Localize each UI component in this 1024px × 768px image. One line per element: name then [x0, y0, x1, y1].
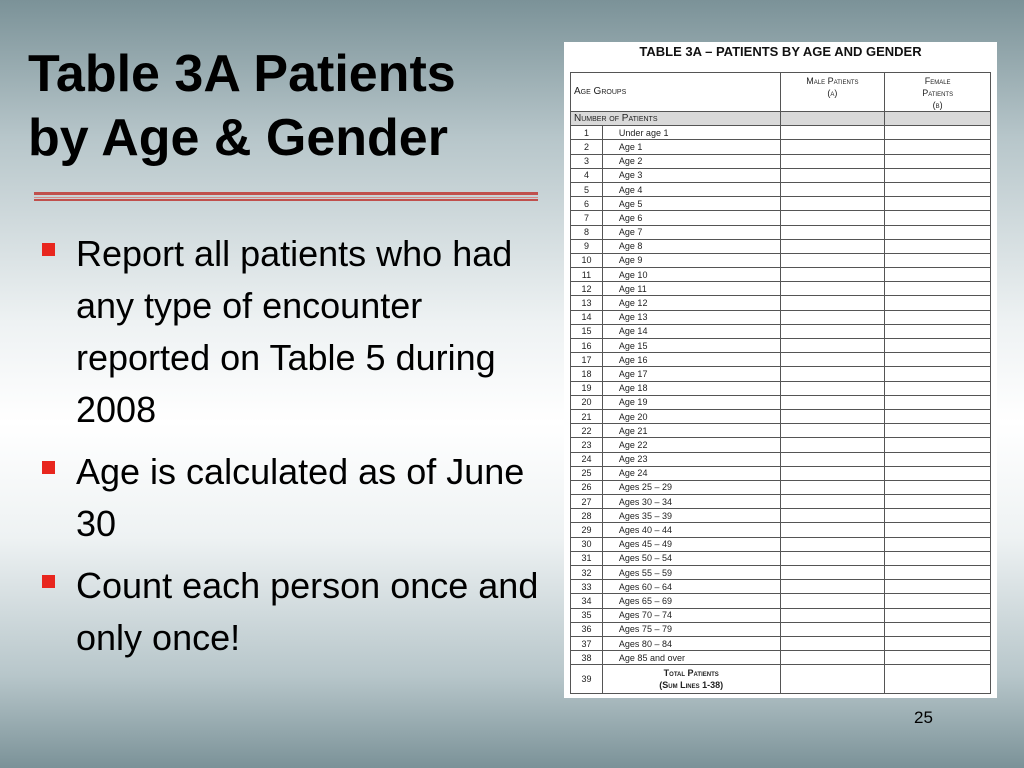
female-header-line1: Female	[924, 76, 951, 86]
slide-title-line2: by Age & Gender	[28, 109, 448, 167]
row-label: Age 5	[602, 197, 780, 211]
bullet-text: Report all patients who had any type of encounter reported on Table 5 during 2008	[76, 233, 513, 430]
row-number: 31	[571, 551, 603, 565]
table-row	[571, 537, 991, 551]
row-label: Ages 70 – 74	[602, 608, 780, 622]
male-cell	[780, 324, 885, 338]
row-label: Ages 80 – 84	[602, 636, 780, 650]
row-number: 24	[571, 452, 603, 466]
male-cell	[780, 296, 885, 310]
female-cell	[885, 409, 991, 423]
table-row	[571, 197, 991, 211]
row-number: 27	[571, 495, 603, 509]
row-label: Under age 1	[602, 126, 780, 140]
female-header-line2: Patients	[922, 88, 954, 98]
row-number: 8	[571, 225, 603, 239]
row-number: 33	[571, 580, 603, 594]
row-label: Age 10	[602, 268, 780, 282]
row-label: Ages 55 – 59	[602, 566, 780, 580]
female-cell	[885, 253, 991, 267]
female-cell	[885, 509, 991, 523]
table-row	[571, 452, 991, 466]
male-cell	[780, 197, 885, 211]
square-bullet-icon	[42, 575, 55, 588]
section-label: Number of Patients	[571, 112, 781, 126]
male-cell	[780, 154, 885, 168]
male-cell	[780, 537, 885, 551]
female-cell	[885, 296, 991, 310]
row-label: Age 21	[602, 424, 780, 438]
row-number: 39	[571, 665, 603, 694]
female-patients-header	[885, 73, 991, 112]
male-cell	[780, 580, 885, 594]
female-cell	[885, 665, 991, 694]
female-cell	[885, 140, 991, 154]
table-row	[571, 409, 991, 423]
row-label: Ages 60 – 64	[602, 580, 780, 594]
table-row	[571, 636, 991, 650]
female-cell	[885, 636, 991, 650]
female-cell	[885, 651, 991, 665]
table-title: TABLE 3A – PATIENTS BY AGE AND GENDER	[639, 44, 922, 59]
row-label: Age 19	[602, 395, 780, 409]
male-cell	[780, 438, 885, 452]
table-row	[571, 438, 991, 452]
row-number: 37	[571, 636, 603, 650]
table-row	[571, 509, 991, 523]
female-cell	[885, 154, 991, 168]
row-label: Ages 50 – 54	[602, 551, 780, 565]
row-label: Ages 25 – 29	[602, 480, 780, 494]
bullet-text: Age is calculated as of June 30	[76, 451, 525, 544]
table-image-panel	[564, 42, 997, 698]
row-label: Age 12	[602, 296, 780, 310]
row-number: 34	[571, 594, 603, 608]
row-label: Age 15	[602, 339, 780, 353]
table-row	[571, 225, 991, 239]
total-row	[571, 665, 991, 694]
female-cell	[885, 353, 991, 367]
table-row	[571, 551, 991, 565]
row-number: 26	[571, 480, 603, 494]
row-label: Age 18	[602, 381, 780, 395]
female-cell	[885, 211, 991, 225]
male-cell	[780, 182, 885, 196]
male-header-line2: (a)	[827, 88, 838, 98]
row-number: 15	[571, 324, 603, 338]
row-number: 11	[571, 268, 603, 282]
row-label: Age 2	[602, 154, 780, 168]
row-label: Ages 30 – 34	[602, 495, 780, 509]
table-header-row	[571, 73, 991, 112]
female-cell	[885, 537, 991, 551]
total-label-line1: Total Patients	[663, 668, 719, 679]
table-row	[571, 211, 991, 225]
table-row	[571, 466, 991, 480]
table-row	[571, 367, 991, 381]
female-cell	[885, 239, 991, 253]
row-label: Age 3	[602, 168, 780, 182]
table-row	[571, 324, 991, 338]
male-cell	[780, 310, 885, 324]
row-number: 20	[571, 395, 603, 409]
male-cell	[780, 253, 885, 267]
male-cell	[780, 140, 885, 154]
patients-table	[570, 72, 991, 694]
male-header-line1: Male Patients	[806, 76, 859, 86]
row-number: 29	[571, 523, 603, 537]
row-number: 4	[571, 168, 603, 182]
female-cell	[885, 268, 991, 282]
table-row	[571, 424, 991, 438]
male-cell	[780, 608, 885, 622]
male-cell	[780, 268, 885, 282]
row-label: Age 14	[602, 324, 780, 338]
bullet-item	[40, 560, 550, 664]
square-bullet-icon	[42, 461, 55, 474]
row-number: 13	[571, 296, 603, 310]
female-cell	[885, 381, 991, 395]
row-label: Ages 35 – 39	[602, 509, 780, 523]
male-cell	[780, 367, 885, 381]
male-cell	[780, 282, 885, 296]
male-cell	[780, 126, 885, 140]
female-cell	[885, 608, 991, 622]
row-label: Age 8	[602, 239, 780, 253]
table-row	[571, 580, 991, 594]
female-cell	[885, 182, 991, 196]
row-number: 22	[571, 424, 603, 438]
row-number: 38	[571, 651, 603, 665]
table-row	[571, 622, 991, 636]
female-cell	[885, 424, 991, 438]
table-row	[571, 140, 991, 154]
female-cell	[885, 594, 991, 608]
section-cell	[780, 112, 885, 126]
table-row	[571, 154, 991, 168]
section-cell	[885, 112, 991, 126]
total-label	[602, 665, 780, 694]
male-cell	[780, 381, 885, 395]
row-label: Ages 45 – 49	[602, 537, 780, 551]
male-cell	[780, 168, 885, 182]
male-cell	[780, 211, 885, 225]
row-label: Age 16	[602, 353, 780, 367]
female-cell	[885, 282, 991, 296]
row-number: 16	[571, 339, 603, 353]
row-label: Ages 40 – 44	[602, 523, 780, 537]
row-label: Ages 75 – 79	[602, 622, 780, 636]
table-row	[571, 268, 991, 282]
male-cell	[780, 566, 885, 580]
table-row	[571, 296, 991, 310]
male-cell	[780, 480, 885, 494]
female-cell	[885, 622, 991, 636]
row-number: 14	[571, 310, 603, 324]
bullet-item	[40, 228, 550, 436]
row-number: 7	[571, 211, 603, 225]
bullet-list	[40, 228, 550, 674]
female-header-line3: (b)	[932, 100, 943, 110]
female-cell	[885, 580, 991, 594]
row-label: Age 4	[602, 182, 780, 196]
table-row	[571, 608, 991, 622]
row-number: 36	[571, 622, 603, 636]
female-cell	[885, 395, 991, 409]
row-number: 6	[571, 197, 603, 211]
table-row	[571, 395, 991, 409]
row-label: Age 22	[602, 438, 780, 452]
male-cell	[780, 636, 885, 650]
female-cell	[885, 168, 991, 182]
female-cell	[885, 197, 991, 211]
female-cell	[885, 551, 991, 565]
table-row	[571, 353, 991, 367]
table-row	[571, 523, 991, 537]
row-number: 9	[571, 239, 603, 253]
male-cell	[780, 424, 885, 438]
female-cell	[885, 310, 991, 324]
male-cell	[780, 395, 885, 409]
table-row	[571, 594, 991, 608]
slide-title-line1: Table 3A Patients	[28, 45, 456, 103]
table-body	[571, 112, 991, 694]
table-row	[571, 282, 991, 296]
male-patients-header	[780, 73, 885, 112]
female-cell	[885, 480, 991, 494]
row-number: 1	[571, 126, 603, 140]
row-number: 3	[571, 154, 603, 168]
row-label: Age 6	[602, 211, 780, 225]
male-cell	[780, 239, 885, 253]
table-row	[571, 480, 991, 494]
row-label: Age 11	[602, 282, 780, 296]
male-cell	[780, 665, 885, 694]
total-label-line2: (Sum Lines 1-38)	[659, 680, 724, 691]
row-label: Age 17	[602, 367, 780, 381]
female-cell	[885, 126, 991, 140]
table-row	[571, 566, 991, 580]
table-row	[571, 310, 991, 324]
row-number: 10	[571, 253, 603, 267]
row-label: Age 1	[602, 140, 780, 154]
row-number: 2	[571, 140, 603, 154]
row-number: 18	[571, 367, 603, 381]
female-cell	[885, 438, 991, 452]
bullet-item	[40, 446, 550, 550]
row-number: 30	[571, 537, 603, 551]
male-cell	[780, 225, 885, 239]
row-label: Age 85 and over	[602, 651, 780, 665]
male-cell	[780, 409, 885, 423]
female-cell	[885, 324, 991, 338]
male-cell	[780, 353, 885, 367]
row-label: Age 24	[602, 466, 780, 480]
male-cell	[780, 466, 885, 480]
age-groups-header: Age Groups	[571, 73, 781, 112]
table-row	[571, 339, 991, 353]
female-cell	[885, 566, 991, 580]
row-number: 12	[571, 282, 603, 296]
male-cell	[780, 523, 885, 537]
female-cell	[885, 225, 991, 239]
row-label: Age 23	[602, 452, 780, 466]
male-cell	[780, 452, 885, 466]
female-cell	[885, 339, 991, 353]
slide-title	[28, 42, 558, 170]
male-cell	[780, 651, 885, 665]
row-label: Age 7	[602, 225, 780, 239]
row-label: Age 20	[602, 409, 780, 423]
female-cell	[885, 523, 991, 537]
table-row	[571, 126, 991, 140]
page-number: 25	[914, 708, 933, 727]
row-number: 25	[571, 466, 603, 480]
title-divider	[34, 192, 538, 201]
male-cell	[780, 339, 885, 353]
row-number: 21	[571, 409, 603, 423]
bullet-text: Count each person once and only once!	[76, 565, 539, 658]
female-cell	[885, 452, 991, 466]
row-number: 5	[571, 182, 603, 196]
table-row	[571, 253, 991, 267]
row-number: 23	[571, 438, 603, 452]
square-bullet-icon	[42, 243, 55, 256]
male-cell	[780, 594, 885, 608]
table-row	[571, 168, 991, 182]
row-number: 35	[571, 608, 603, 622]
female-cell	[885, 466, 991, 480]
row-label: Age 9	[602, 253, 780, 267]
male-cell	[780, 622, 885, 636]
female-cell	[885, 367, 991, 381]
female-cell	[885, 495, 991, 509]
table-row	[571, 381, 991, 395]
male-cell	[780, 509, 885, 523]
table-row	[571, 182, 991, 196]
row-number: 19	[571, 381, 603, 395]
male-cell	[780, 551, 885, 565]
table-row	[571, 495, 991, 509]
row-label: Ages 65 – 69	[602, 594, 780, 608]
table-row	[571, 651, 991, 665]
row-number: 17	[571, 353, 603, 367]
row-number: 32	[571, 566, 603, 580]
male-cell	[780, 495, 885, 509]
row-number: 28	[571, 509, 603, 523]
row-label: Age 13	[602, 310, 780, 324]
table-row	[571, 239, 991, 253]
section-row	[571, 112, 991, 126]
